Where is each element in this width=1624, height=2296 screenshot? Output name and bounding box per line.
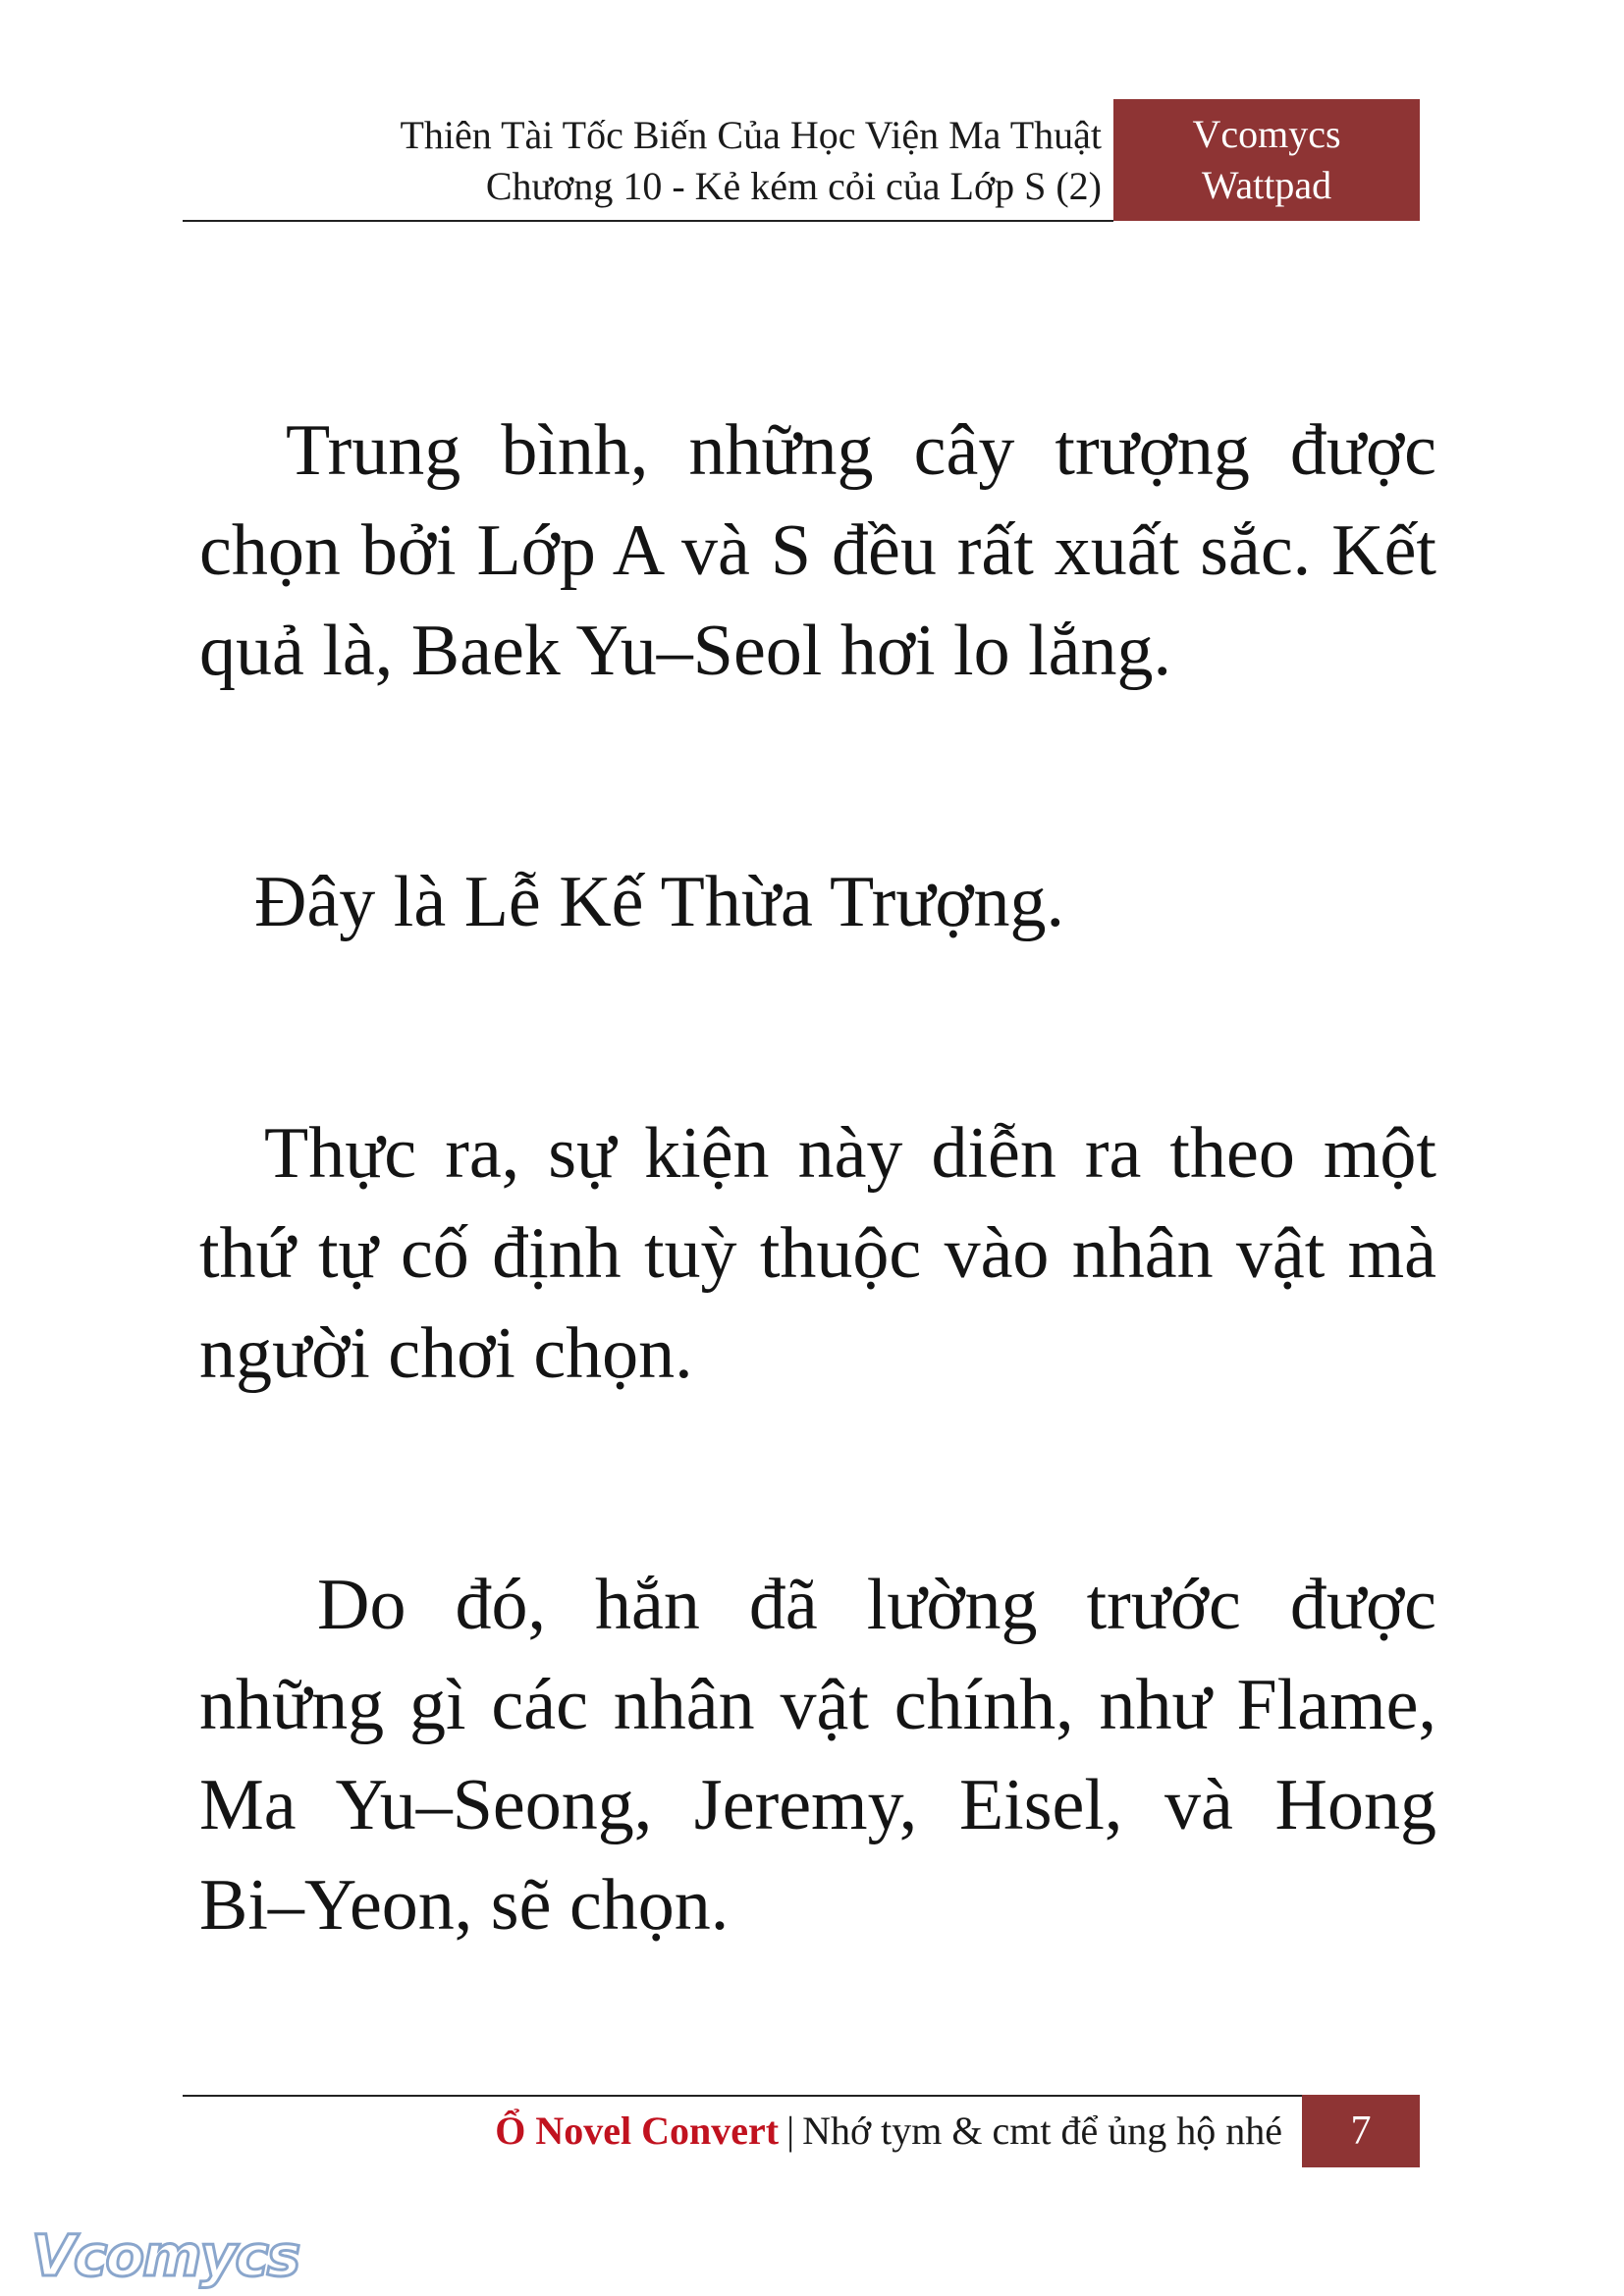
paragraph-1: Trung bình, những cây trượng được chọn bởi Lớp A và S đều rất xuất sắc. Kết quả là, Baek Yu–Seol hơi lo lắng. bbox=[199, 410, 1436, 691]
chapter-body bbox=[199, 400, 1436, 2107]
footer-divider bbox=[183, 2095, 1302, 2097]
source-badge-line2: Wattpad bbox=[1201, 163, 1332, 207]
book-title: Thiên Tài Tốc Biến Của Học Viện Ma Thuật bbox=[400, 113, 1102, 157]
source-badge bbox=[1113, 99, 1420, 221]
footer-brand: Ổ Novel Convert bbox=[495, 2109, 780, 2153]
paragraph-4: Do đó, hắn đã lường trước được những gì các nhân vật chính, như Flame, Ma Yu–Seong, Jeremy, Eisel, và Hong Bi–Yeon, sẽ chọn. bbox=[199, 1565, 1436, 1946]
page-footer bbox=[183, 2101, 1282, 2162]
page-header bbox=[183, 110, 1102, 212]
paragraph-3: Thực ra, sự kiện này diễn ra theo một thứ tự cố định tuỳ thuộc vào nhân vật mà người chơi chọn. bbox=[199, 1113, 1436, 1394]
chapter-title: Chương 10 - Kẻ kém cỏi của Lớp S (2) bbox=[485, 164, 1102, 208]
footer-message: Nhớ tym & cmt để ủng hộ nhé bbox=[802, 2109, 1282, 2153]
watermark-text: Vcomycs bbox=[31, 2222, 299, 2289]
paragraph-2: Đây là Lễ Kế Thừa Trượng. bbox=[254, 862, 1064, 942]
vcomycs-logo-watermark bbox=[27, 2220, 299, 2289]
source-badge-line1: Vcomycs bbox=[1192, 112, 1341, 156]
header-divider bbox=[183, 220, 1113, 222]
footer-separator: | bbox=[786, 2109, 795, 2153]
page-number: 7 bbox=[1302, 2095, 1420, 2167]
